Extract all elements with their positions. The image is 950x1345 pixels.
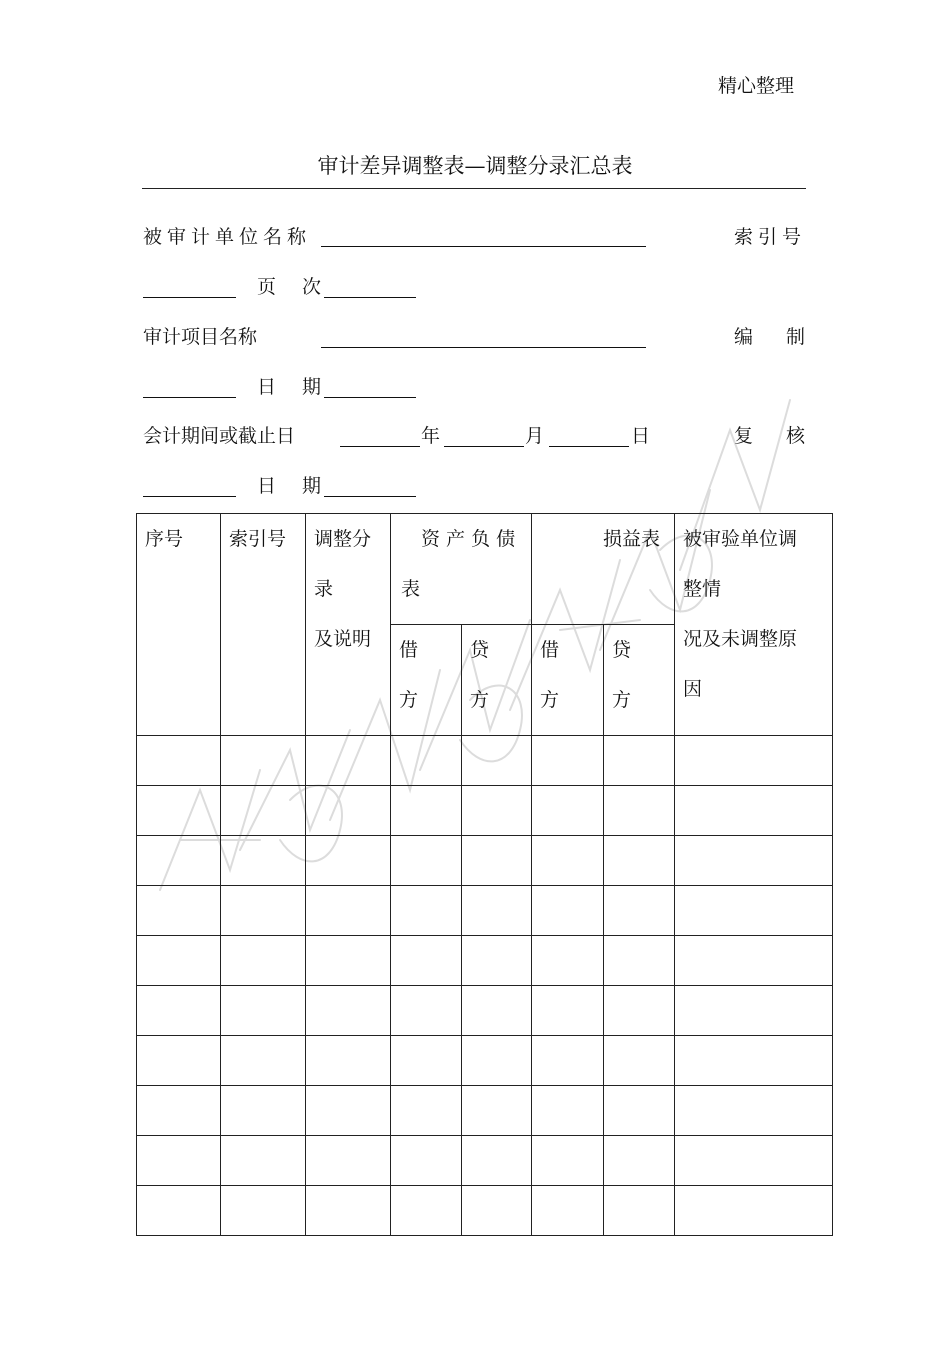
date2-label-2: 期 <box>302 475 322 497</box>
table-cell[interactable] <box>675 1186 833 1236</box>
table-cell[interactable] <box>391 736 462 786</box>
table-cell[interactable] <box>532 1036 604 1086</box>
day-label: 日 <box>631 425 651 447</box>
table-cell[interactable] <box>221 1136 306 1186</box>
year-label: 年 <box>421 425 441 447</box>
table-cell[interactable] <box>221 736 306 786</box>
table-cell[interactable] <box>675 736 833 786</box>
table-row <box>137 786 833 836</box>
table-body <box>137 736 833 1236</box>
corner-note: 精心整理 <box>718 75 795 97</box>
table-cell[interactable] <box>462 1136 532 1186</box>
table-cell[interactable] <box>532 886 604 936</box>
table-cell[interactable] <box>306 736 391 786</box>
table-cell[interactable] <box>675 1136 833 1186</box>
period-label: 会计期间或截止日 <box>143 425 296 447</box>
table-cell[interactable] <box>675 986 833 1036</box>
table-cell[interactable] <box>306 1086 391 1136</box>
header-income-statement: 损益表 <box>532 514 675 625</box>
table-cell[interactable] <box>604 786 675 836</box>
day-field[interactable] <box>549 446 629 447</box>
table-cell[interactable] <box>604 1086 675 1136</box>
table-cell[interactable] <box>532 836 604 886</box>
table-cell[interactable] <box>221 1036 306 1086</box>
table-cell[interactable] <box>391 836 462 886</box>
table-cell[interactable] <box>675 836 833 886</box>
prepared-label: 编 <box>734 326 754 348</box>
table-cell[interactable] <box>532 786 604 836</box>
table-cell[interactable] <box>675 1036 833 1086</box>
title-rule <box>142 188 806 189</box>
table-cell[interactable] <box>462 1086 532 1136</box>
prepared-label-2: 制 <box>786 326 806 348</box>
header-balance-sheet: 资 产 负 债 表 <box>391 514 532 625</box>
table-cell[interactable] <box>462 736 532 786</box>
project-name-field[interactable] <box>321 347 646 348</box>
table-cell[interactable] <box>532 986 604 1036</box>
table-cell[interactable] <box>532 1186 604 1236</box>
project-name-label: 审计项目名称 <box>143 326 258 348</box>
table-cell[interactable] <box>675 786 833 836</box>
table-cell[interactable] <box>221 936 306 986</box>
table-cell[interactable] <box>391 986 462 1036</box>
page-field[interactable] <box>324 297 416 298</box>
table-cell[interactable] <box>306 1036 391 1086</box>
table-cell[interactable] <box>462 886 532 936</box>
table-cell[interactable] <box>391 1086 462 1136</box>
table-cell[interactable] <box>137 936 221 986</box>
header-index: 索引号 <box>221 514 306 736</box>
table-cell[interactable] <box>391 1186 462 1236</box>
review-field[interactable] <box>143 496 236 497</box>
table-cell[interactable] <box>137 986 221 1036</box>
table-cell[interactable] <box>306 836 391 886</box>
table-row <box>137 986 833 1036</box>
table-cell[interactable] <box>462 786 532 836</box>
table-cell[interactable] <box>604 986 675 1036</box>
table-cell[interactable] <box>306 786 391 836</box>
review-label: 复 <box>734 425 754 447</box>
header-is-credit: 贷 方 <box>604 625 675 736</box>
table-cell[interactable] <box>604 1186 675 1236</box>
index-no-field[interactable] <box>143 297 236 298</box>
table-cell[interactable] <box>221 786 306 836</box>
table-cell[interactable] <box>604 1036 675 1086</box>
table-cell[interactable] <box>306 1186 391 1236</box>
table-cell[interactable] <box>604 736 675 786</box>
header-bs-debit: 借 方 <box>391 625 462 736</box>
table-row <box>137 836 833 886</box>
table-cell[interactable] <box>137 736 221 786</box>
date2-field[interactable] <box>324 496 416 497</box>
prepared-field[interactable] <box>143 397 236 398</box>
table-cell[interactable] <box>137 1086 221 1136</box>
year-field[interactable] <box>340 446 420 447</box>
date-label-2: 期 <box>302 376 322 398</box>
table-cell[interactable] <box>462 936 532 986</box>
table-row <box>137 1036 833 1086</box>
table-cell[interactable] <box>137 1136 221 1186</box>
table-cell[interactable] <box>604 1136 675 1186</box>
table-cell[interactable] <box>604 936 675 986</box>
table-row <box>137 736 833 786</box>
table-cell[interactable] <box>221 886 306 936</box>
table-cell[interactable] <box>137 1036 221 1086</box>
date2-label: 日 <box>257 475 277 497</box>
table-cell[interactable] <box>532 1086 604 1136</box>
table-cell[interactable] <box>604 836 675 886</box>
table-cell[interactable] <box>675 886 833 936</box>
table-cell[interactable] <box>221 1186 306 1236</box>
table-cell[interactable] <box>532 736 604 786</box>
table-cell[interactable] <box>675 936 833 986</box>
header-remark: 被审验单位调 整情 况及未调整原 因 <box>675 514 833 736</box>
table-cell[interactable] <box>306 1136 391 1186</box>
table-row <box>137 1186 833 1236</box>
table-cell[interactable] <box>462 1036 532 1086</box>
header-seq: 序号 <box>137 514 221 736</box>
table-cell[interactable] <box>306 986 391 1036</box>
table-cell[interactable] <box>604 886 675 936</box>
table-cell[interactable] <box>532 936 604 986</box>
table-cell[interactable] <box>391 786 462 836</box>
header-entry: 调整分 录 及说明 <box>306 514 391 736</box>
table-row <box>137 936 833 986</box>
table-row <box>137 1086 833 1136</box>
table-cell[interactable] <box>462 986 532 1036</box>
table-cell[interactable] <box>675 1086 833 1136</box>
date-label: 日 <box>257 376 277 398</box>
table-cell[interactable] <box>462 1186 532 1236</box>
table-cell[interactable] <box>137 886 221 936</box>
table-cell[interactable] <box>137 1186 221 1236</box>
table-cell[interactable] <box>462 836 532 886</box>
page-title: 审计差异调整表—调整分录汇总表 <box>317 154 633 178</box>
table-cell[interactable] <box>137 836 221 886</box>
adjustment-table <box>136 513 833 1236</box>
header-bs-credit: 贷 方 <box>462 625 532 736</box>
table-cell[interactable] <box>391 886 462 936</box>
table-cell[interactable] <box>221 986 306 1036</box>
date-field[interactable] <box>324 397 416 398</box>
table-row <box>137 1136 833 1186</box>
table-cell[interactable] <box>532 1136 604 1186</box>
review-label-2: 核 <box>786 425 806 447</box>
table-cell[interactable] <box>306 936 391 986</box>
table-cell[interactable] <box>221 1086 306 1136</box>
table-cell[interactable] <box>391 936 462 986</box>
month-field[interactable] <box>444 446 524 447</box>
month-label: 月 <box>525 425 545 447</box>
table-cell[interactable] <box>391 1136 462 1186</box>
table-cell[interactable] <box>306 886 391 936</box>
page-label-2: 次 <box>302 276 322 298</box>
index-no-label: 索引号 <box>734 226 807 248</box>
page-label: 页 <box>257 276 277 298</box>
unit-name-label: 被审计单位名称 <box>143 226 312 248</box>
table-cell[interactable] <box>221 836 306 886</box>
header-is-debit: 借 方 <box>532 625 604 736</box>
table-cell[interactable] <box>391 1036 462 1086</box>
unit-name-field[interactable] <box>321 246 646 247</box>
table-row <box>137 886 833 936</box>
table-cell[interactable] <box>137 786 221 836</box>
